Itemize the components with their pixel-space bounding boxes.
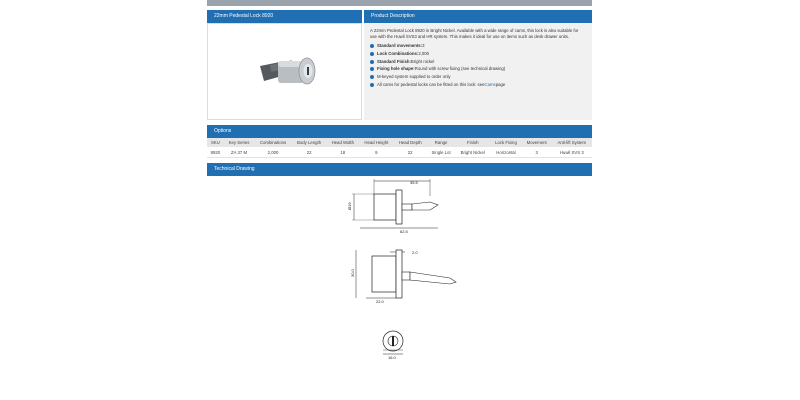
product-title: 22mm Pedestal Lock 8920 — [214, 13, 274, 19]
table-header-row — [207, 138, 592, 147]
table-cell: Bright Nickel — [455, 147, 490, 158]
feature-value: Bright nickel — [410, 58, 435, 64]
table-cell: 2,000 — [254, 147, 291, 158]
cam-stub — [402, 204, 412, 210]
dim-body: 22.0 — [376, 299, 384, 304]
table-cell: 8920 — [207, 147, 224, 158]
dim-overall: 62.5 — [400, 229, 408, 234]
bullet-icon — [370, 75, 374, 79]
column-header: Range — [427, 138, 456, 147]
table-cell: 18 — [326, 147, 359, 158]
dim-height-b: 30.0 — [350, 269, 355, 277]
feature-label: Fixing hole shape: — [377, 66, 415, 72]
top-strip — [207, 0, 592, 6]
lock-head-outline — [396, 190, 402, 224]
column-header: Finish — [455, 138, 490, 147]
table-cell: ZA 37 M — [224, 147, 255, 158]
bullet-icon — [370, 52, 374, 56]
lock-body-outline — [372, 256, 396, 292]
lock-body-outline — [374, 194, 396, 220]
options-heading: Options — [214, 128, 232, 134]
cams-link[interactable]: Cams — [484, 81, 496, 87]
description-heading: Product Description — [371, 13, 415, 19]
dim-top-width: 35.5 — [410, 180, 418, 185]
bullet-icon — [370, 67, 374, 71]
cams-suffix: page — [495, 81, 506, 87]
table-cell: Single Lot — [427, 147, 456, 158]
keyhole — [307, 67, 309, 75]
lock-image — [208, 24, 363, 121]
table-cell: 3 — [522, 147, 552, 158]
column-header: SKU — [207, 138, 224, 147]
options-bar — [207, 125, 592, 138]
feature-item — [370, 59, 586, 65]
column-header: Head Height — [359, 138, 393, 147]
feature-item — [370, 51, 586, 57]
feature-item — [370, 66, 586, 72]
technical-heading: Technical Drawing — [214, 166, 255, 172]
feature-value: Round with screw fixing (see technical drawing) — [414, 66, 506, 72]
column-header: Anti-lift System — [552, 138, 592, 147]
feature-item — [370, 43, 586, 49]
table-cell: 22 — [394, 147, 427, 158]
feature-value: 2,000 — [418, 50, 430, 56]
column-header: Key Series — [224, 138, 255, 147]
cam-outline — [412, 202, 438, 210]
table-cell: 9 — [359, 147, 393, 158]
keyway — [392, 336, 394, 346]
dim-gap: 2.0 — [412, 250, 418, 255]
feature-value: M-keyed system supplied to order only — [377, 74, 451, 80]
feature-label: Lock Combinations: — [377, 50, 419, 56]
column-header: Lock Fixing — [490, 138, 522, 147]
product-title-bar — [207, 10, 362, 23]
feature-list — [370, 43, 586, 88]
cams-text: All cams for pedestal locks can be fitted on this lock: see — [377, 81, 485, 87]
column-header: Head Width — [326, 138, 359, 147]
dim-height-a: Ø19 — [347, 202, 352, 210]
description-intro: A 22mm Pedestal Lock 8920 in Bright Nickel. Available with a wide range of cams, this lock is also suitable for use with the Huwil SVS3 and HR system. This makes it ideal for use on items such as desk drawer units. — [370, 28, 579, 39]
feature-label: Standard Finish: — [377, 58, 411, 64]
technical-drawing — [330, 176, 480, 376]
technical-bar — [207, 163, 592, 176]
feature-value: 3 — [422, 43, 425, 48]
cam-stub — [402, 272, 410, 280]
table-row[interactable] — [207, 147, 592, 158]
column-header: Movement — [522, 138, 552, 147]
options-table — [207, 138, 592, 158]
product-image — [207, 23, 362, 120]
lock-head-outline — [396, 250, 402, 298]
bullet-icon — [370, 60, 374, 64]
feature-label: Standard movements: — [377, 43, 423, 48]
table-cell: Huwil SVS 3 — [552, 147, 592, 158]
dim-front: 16.0 — [388, 355, 396, 360]
description-title-bar — [364, 10, 592, 23]
side-view — [347, 179, 438, 234]
bullet-icon — [370, 83, 374, 87]
feature-item — [370, 74, 586, 80]
table-cell: Horizontal — [490, 147, 522, 158]
feature-item — [370, 82, 586, 88]
top-view — [350, 250, 456, 304]
bullet-icon — [370, 44, 374, 48]
table-cell: 22 — [292, 147, 327, 158]
column-header: Combinations — [254, 138, 291, 147]
cam-outline — [410, 272, 456, 284]
column-header: Body Length — [292, 138, 327, 147]
front-view — [383, 331, 403, 360]
description-panel — [364, 23, 592, 120]
column-header: Head Depth — [394, 138, 427, 147]
